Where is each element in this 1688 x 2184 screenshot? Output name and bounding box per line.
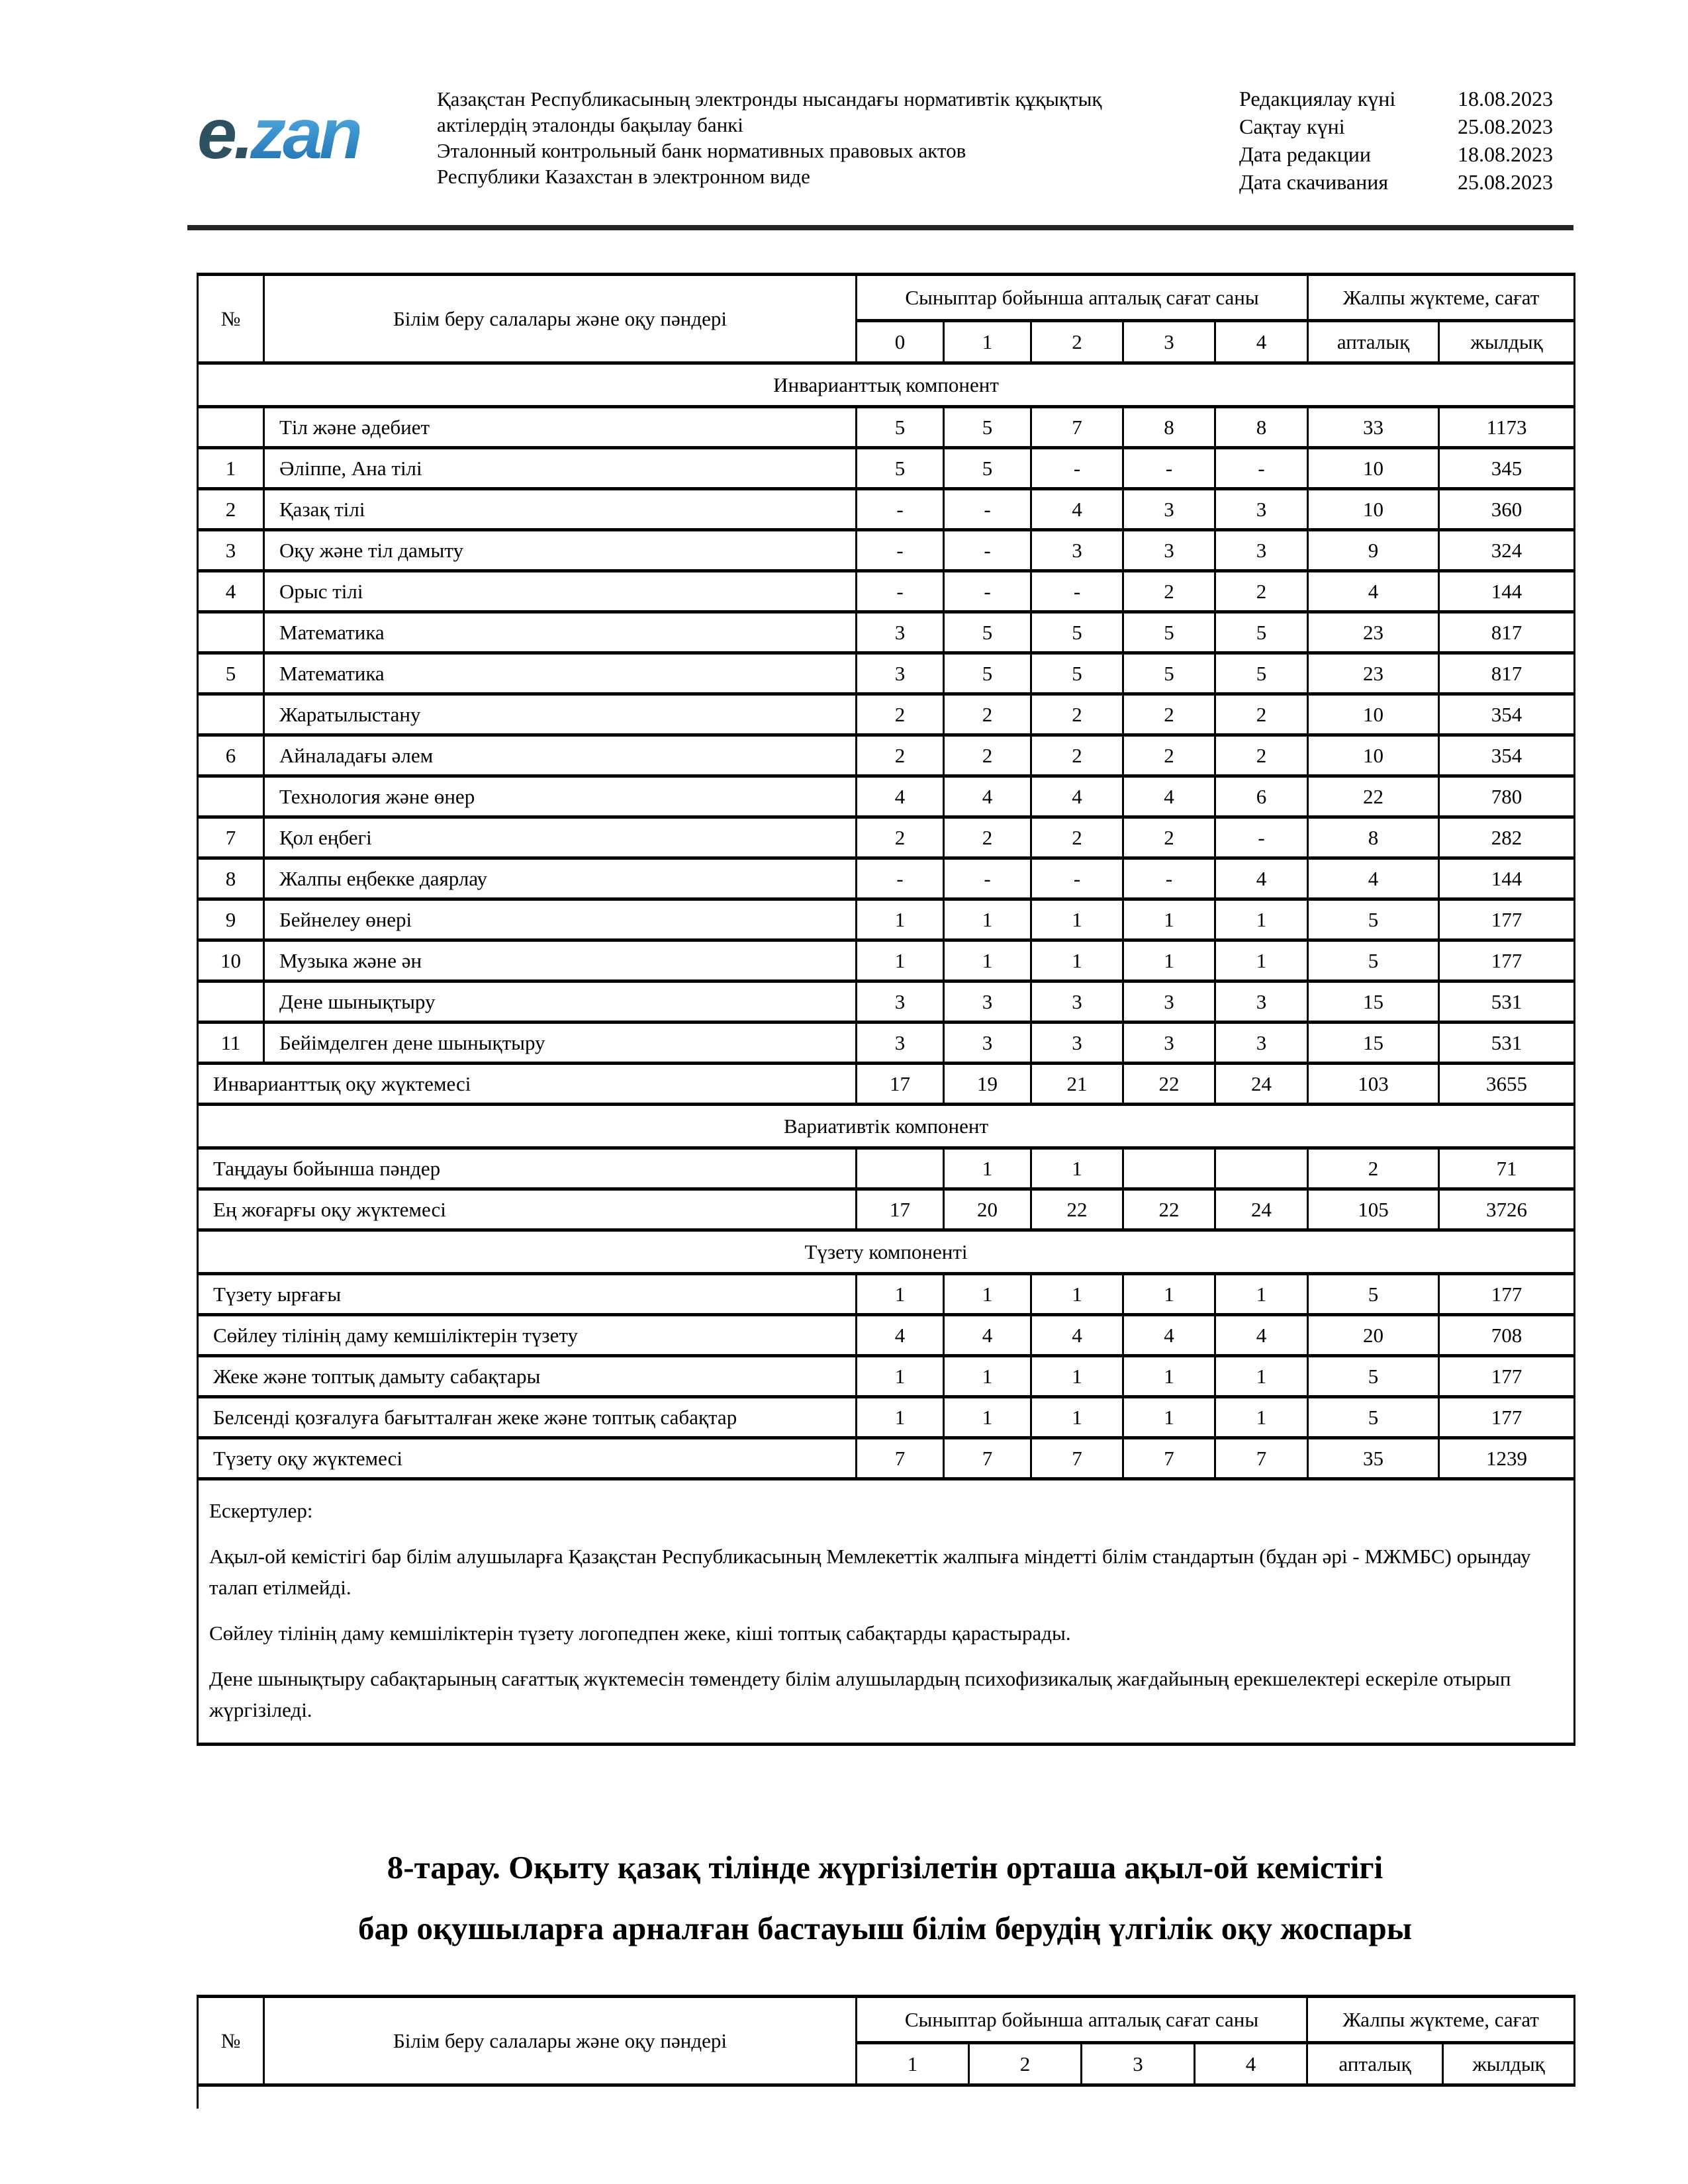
- curriculum-table-grades-1-4: [197, 1995, 1575, 2087]
- col-header-class: 4: [1215, 321, 1308, 363]
- table-cell: 1: [1215, 940, 1308, 981]
- org-line: Республики Казахстан в электронном виде: [437, 165, 810, 188]
- table-cell: 9: [198, 899, 264, 940]
- table-cell: 1: [1123, 940, 1215, 981]
- table-cell: 9: [1308, 530, 1439, 571]
- table-cell: 5: [1031, 653, 1123, 694]
- table-cell: Сөйлеу тілінің даму кемшіліктерін түзету: [198, 1315, 857, 1356]
- table-cell: 4: [1308, 571, 1439, 612]
- table-cell: -: [1031, 448, 1123, 489]
- table-cell: 5: [1123, 612, 1215, 653]
- table-cell: 531: [1439, 981, 1575, 1023]
- table-cell: 10: [1308, 735, 1439, 776]
- note-paragraph: Ақыл-ой кемістігі бар білім алушыларға Қазақстан Республикасының Мемлекеттік жалпыға міндетті білім стандартын (бұдан әрі - МЖМБС) орындау талап етілмейді.: [209, 1545, 1531, 1599]
- col-header-subject: Білім беру салалары және оқу пәндері: [264, 275, 857, 363]
- table-cell: Әліппе, Ана тілі: [264, 448, 857, 489]
- table-cell: 6: [1215, 776, 1308, 817]
- table-cell: Түзету ырғағы: [198, 1274, 857, 1315]
- table-cell: 3: [198, 530, 264, 571]
- table-cell: 4: [857, 776, 944, 817]
- table-cell: 3: [1031, 530, 1123, 571]
- table-cell: 1: [1031, 899, 1123, 940]
- table-cell: -: [857, 530, 944, 571]
- header-divider: [187, 225, 1573, 230]
- table-cell: 15: [1308, 1023, 1439, 1064]
- table-cell: 15: [1308, 981, 1439, 1023]
- ezan-logo: [197, 93, 360, 173]
- table-cell: [198, 612, 264, 653]
- table-cell: Математика: [264, 653, 857, 694]
- clipped-row-left-border: [197, 2087, 199, 2109]
- table-cell: 177: [1439, 899, 1575, 940]
- table-cell: 1: [198, 448, 264, 489]
- col-header-num: №: [198, 1997, 264, 2085]
- table-cell: 4: [944, 776, 1031, 817]
- table-cell: 1: [1123, 1356, 1215, 1397]
- table-cell: 817: [1439, 612, 1575, 653]
- table-cell: Жалпы еңбекке даярлау: [264, 858, 857, 899]
- col-header-weekly: апталық: [1307, 2043, 1443, 2085]
- table-row: [198, 981, 1575, 1023]
- org-line: актілердің эталонды бақылау банкі: [437, 113, 743, 136]
- table-cell: 5: [944, 653, 1031, 694]
- table-cell: 6: [198, 735, 264, 776]
- table-cell: 2: [944, 735, 1031, 776]
- table-cell: 5: [1308, 1397, 1439, 1438]
- table-cell: 817: [1439, 653, 1575, 694]
- chapter-heading: [197, 1837, 1573, 1959]
- table-cell: 4: [1308, 858, 1439, 899]
- table-cell: Қол еңбегі: [264, 817, 857, 858]
- table-cell: 144: [1439, 571, 1575, 612]
- table-cell: 4: [1031, 1315, 1123, 1356]
- summary-row: [198, 1397, 1575, 1438]
- table-cell: 23: [1308, 612, 1439, 653]
- table-cell: 3: [1031, 1023, 1123, 1064]
- summary-row: [198, 1148, 1575, 1189]
- table-row: [198, 776, 1575, 817]
- summary-row: [198, 1438, 1575, 1479]
- col-header-class: 1: [944, 321, 1031, 363]
- table-cell: 354: [1439, 694, 1575, 735]
- table-cell: 3: [857, 653, 944, 694]
- table-cell: 8: [1215, 407, 1308, 448]
- table-cell: 2: [857, 735, 944, 776]
- table-cell: -: [1031, 571, 1123, 612]
- table-cell: Музыка және ән: [264, 940, 857, 981]
- table-cell: 3: [944, 981, 1031, 1023]
- table-cell: 7: [1031, 407, 1123, 448]
- table-cell: 5: [1308, 1356, 1439, 1397]
- table-cell: 8: [1308, 817, 1439, 858]
- table-cell: 5: [944, 612, 1031, 653]
- table-cell: 3: [1215, 530, 1308, 571]
- col-header-total-span: Жалпы жүктеме, сағат: [1308, 275, 1575, 321]
- table-cell: 1: [857, 1274, 944, 1315]
- table-cell: 4: [857, 1315, 944, 1356]
- table-cell: 1173: [1439, 407, 1575, 448]
- table-cell: 324: [1439, 530, 1575, 571]
- table-row: [198, 407, 1575, 448]
- table-cell: 5: [1215, 653, 1308, 694]
- table-header-row: [198, 1997, 1575, 2043]
- table-cell: Қазақ тілі: [264, 489, 857, 530]
- table-cell: 1: [1031, 1148, 1123, 1189]
- table-cell: [198, 407, 264, 448]
- table-cell: [1215, 1148, 1308, 1189]
- table-cell: 531: [1439, 1023, 1575, 1064]
- table-cell: Тіл және әдебиет: [264, 407, 857, 448]
- ezan-logo-e: e.: [197, 93, 251, 173]
- summary-row: [198, 1356, 1575, 1397]
- table-cell: 1: [1215, 1274, 1308, 1315]
- table-cell: 3726: [1439, 1189, 1575, 1230]
- table-cell: 2: [198, 489, 264, 530]
- table-cell: 2: [1215, 735, 1308, 776]
- table-cell: 7: [1031, 1438, 1123, 1479]
- table-cell: 2: [1215, 571, 1308, 612]
- summary-row: [198, 1064, 1575, 1105]
- note-paragraph: Сөйлеу тілінің даму кемшіліктерін түзету логопедпен жеке, кіші топтық сабақтарды қарастырады.: [209, 1621, 1071, 1645]
- table-cell: [1123, 1148, 1215, 1189]
- table-cell: 177: [1439, 1397, 1575, 1438]
- table-row: [198, 940, 1575, 981]
- table-cell: 2: [1031, 817, 1123, 858]
- ezan-logo-zan: zan: [250, 93, 360, 173]
- table-cell: 17: [857, 1064, 944, 1105]
- table-row: [198, 817, 1575, 858]
- table-cell: 3: [857, 981, 944, 1023]
- table-cell: 23: [1308, 653, 1439, 694]
- table-cell: 4: [1215, 858, 1308, 899]
- table-cell: 1: [1031, 1356, 1123, 1397]
- table-cell: 354: [1439, 735, 1575, 776]
- org-description: [437, 86, 1205, 189]
- table-row: [198, 448, 1575, 489]
- summary-row: [198, 1189, 1575, 1230]
- table-cell: Айналадағы әлем: [264, 735, 857, 776]
- table-cell: 5: [1215, 612, 1308, 653]
- table-cell: 2: [1123, 735, 1215, 776]
- document-dates: [1239, 85, 1557, 196]
- table-cell: 3: [1123, 981, 1215, 1023]
- table-cell: 2: [1123, 694, 1215, 735]
- chapter-heading-line: 8-тарау. Оқыту қазақ тілінде жүргізілетін орташа ақыл-ой кемістігі: [387, 1849, 1383, 1886]
- table-row: [198, 694, 1575, 735]
- table-cell: 22: [1031, 1189, 1123, 1230]
- table-cell: 7: [1123, 1438, 1215, 1479]
- table-cell: Бейнелеу өнері: [264, 899, 857, 940]
- table-row: [198, 571, 1575, 612]
- col-header-yearly: жылдық: [1439, 321, 1575, 363]
- col-header-weekly-span: Сыныптар бойынша апталық сағат саны: [857, 275, 1308, 321]
- table-cell: 8: [1123, 407, 1215, 448]
- table-cell: Таңдауы бойынша пәндер: [198, 1148, 857, 1189]
- table-cell: 20: [1308, 1315, 1439, 1356]
- table-row: [198, 653, 1575, 694]
- table-cell: 2: [944, 817, 1031, 858]
- section-label: Вариативтік компонент: [198, 1105, 1575, 1148]
- table-cell: 5: [857, 407, 944, 448]
- table-cell: -: [944, 858, 1031, 899]
- table-notes: [198, 1479, 1575, 1745]
- table-cell: 2: [857, 817, 944, 858]
- table-cell: 1: [1123, 899, 1215, 940]
- table-cell: Ең жоғарғы оқу жүктемесі: [198, 1189, 857, 1230]
- date-value: 18.08.2023: [1458, 142, 1553, 166]
- table-cell: 5: [1031, 612, 1123, 653]
- note-paragraph: Ескертулер:: [209, 1499, 313, 1522]
- table-cell: 5: [1308, 899, 1439, 940]
- table-row: [198, 858, 1575, 899]
- table-cell: [198, 694, 264, 735]
- table-cell: 1: [857, 899, 944, 940]
- table-cell: 22: [1123, 1189, 1215, 1230]
- summary-row: [198, 1274, 1575, 1315]
- table-cell: -: [857, 571, 944, 612]
- table-cell: 8: [198, 858, 264, 899]
- table-cell: 4: [1123, 776, 1215, 817]
- table-cell: 3: [1215, 981, 1308, 1023]
- table-cell: 3: [1123, 1023, 1215, 1064]
- table-cell: 177: [1439, 940, 1575, 981]
- table-cell: 3: [944, 1023, 1031, 1064]
- table-cell: Орыс тілі: [264, 571, 857, 612]
- table-cell: Белсенді қозғалуға бағытталған жеке және топтық сабақтар: [198, 1397, 857, 1438]
- col-header-class: 2: [969, 2043, 1082, 2085]
- org-line: Қазақстан Республикасының электронды нысандағы нормативтік құқықтық: [437, 87, 1102, 111]
- table-cell: 21: [1031, 1064, 1123, 1105]
- table-cell: Математика: [264, 612, 857, 653]
- table-cell: 10: [1308, 489, 1439, 530]
- col-header-weekly: апталық: [1308, 321, 1439, 363]
- table-cell: 1: [1123, 1397, 1215, 1438]
- table-cell: Дене шынықтыру: [264, 981, 857, 1023]
- date-label: Дата редакции: [1239, 142, 1371, 166]
- table-cell: 5: [198, 653, 264, 694]
- table-cell: [198, 776, 264, 817]
- table-cell: 2: [857, 694, 944, 735]
- table-row: [198, 489, 1575, 530]
- section-label: Түзету компоненті: [198, 1230, 1575, 1274]
- table-cell: 22: [1123, 1064, 1215, 1105]
- table-cell: -: [1123, 858, 1215, 899]
- table-cell: 3: [1123, 489, 1215, 530]
- col-header-total-span: Жалпы жүктеме, сағат: [1307, 1997, 1575, 2043]
- table-row: [198, 530, 1575, 571]
- section-row: [198, 1230, 1575, 1274]
- table-cell: 1: [1215, 1397, 1308, 1438]
- table-cell: 2: [1123, 817, 1215, 858]
- table-cell: -: [857, 858, 944, 899]
- table-cell: 780: [1439, 776, 1575, 817]
- table-cell: 5: [1308, 940, 1439, 981]
- table-cell: 7: [198, 817, 264, 858]
- table-cell: 103: [1308, 1064, 1439, 1105]
- table-cell: 1: [944, 940, 1031, 981]
- col-header-class: 0: [857, 321, 944, 363]
- section-label: Инварианттық компонент: [198, 363, 1575, 407]
- table-cell: 5: [1123, 653, 1215, 694]
- col-header-class: 2: [1031, 321, 1123, 363]
- table-cell: -: [1215, 817, 1308, 858]
- table-row: [198, 899, 1575, 940]
- table-cell: [198, 981, 264, 1023]
- date-row: [1239, 168, 1557, 196]
- table-cell: 1: [857, 1356, 944, 1397]
- table-cell: 24: [1215, 1189, 1308, 1230]
- table-cell: 19: [944, 1064, 1031, 1105]
- table-cell: 1: [1215, 1356, 1308, 1397]
- table-cell: 7: [944, 1438, 1031, 1479]
- table-cell: 2: [1031, 694, 1123, 735]
- date-row: [1239, 85, 1557, 113]
- table-cell: -: [857, 489, 944, 530]
- table-row: [198, 735, 1575, 776]
- table-cell: 5: [1308, 1274, 1439, 1315]
- table-cell: 4: [1031, 489, 1123, 530]
- table-cell: 1239: [1439, 1438, 1575, 1479]
- table-cell: 3: [1215, 489, 1308, 530]
- date-label: Сақтау күні: [1239, 114, 1345, 138]
- table-cell: 4: [944, 1315, 1031, 1356]
- table-cell: 17: [857, 1189, 944, 1230]
- table-cell: 4: [1123, 1315, 1215, 1356]
- table-cell: 2: [1031, 735, 1123, 776]
- table-cell: 11: [198, 1023, 264, 1064]
- table-cell: 33: [1308, 407, 1439, 448]
- table-cell: 105: [1308, 1189, 1439, 1230]
- table-cell: 1: [1215, 899, 1308, 940]
- col-header-weekly-span: Сыныптар бойынша апталық сағат саны: [857, 1997, 1307, 2043]
- section-row: [198, 363, 1575, 407]
- org-line: Эталонный контрольный банк нормативных правовых актов: [437, 139, 966, 162]
- table-cell: Инварианттық оқу жүктемесі: [198, 1064, 857, 1105]
- table-cell: 177: [1439, 1274, 1575, 1315]
- table-cell: 4: [198, 571, 264, 612]
- page-header: [0, 0, 1688, 225]
- table-cell: 1: [944, 1397, 1031, 1438]
- section-row: [198, 1105, 1575, 1148]
- table-cell: 3: [1215, 1023, 1308, 1064]
- table-cell: 144: [1439, 858, 1575, 899]
- col-header-class: 3: [1082, 2043, 1195, 2085]
- table-cell: 35: [1308, 1438, 1439, 1479]
- col-header-class: 3: [1123, 321, 1215, 363]
- table-cell: -: [944, 489, 1031, 530]
- table-cell: 7: [857, 1438, 944, 1479]
- table-cell: 3: [857, 1023, 944, 1064]
- table-cell: 708: [1439, 1315, 1575, 1356]
- table-cell: 360: [1439, 489, 1575, 530]
- table-cell: 1: [1031, 1274, 1123, 1315]
- table-cell: 282: [1439, 817, 1575, 858]
- table-cell: 1: [944, 1356, 1031, 1397]
- table-cell: 4: [1215, 1315, 1308, 1356]
- table-cell: 71: [1439, 1148, 1575, 1189]
- col-header-class: 1: [857, 2043, 969, 2085]
- table-cell: 1: [944, 899, 1031, 940]
- table-row: [198, 1023, 1575, 1064]
- notes-row: [198, 1479, 1575, 1745]
- table-cell: 5: [857, 448, 944, 489]
- table-cell: Технология және өнер: [264, 776, 857, 817]
- table-cell: 1: [944, 1148, 1031, 1189]
- date-label: Дата скачивания: [1239, 170, 1389, 194]
- summary-row: [198, 1315, 1575, 1356]
- table-cell: 1: [1031, 1397, 1123, 1438]
- table-cell: 2: [944, 694, 1031, 735]
- table-cell: 10: [1308, 694, 1439, 735]
- table-cell: -: [944, 530, 1031, 571]
- table-cell: Жаратылыстану: [264, 694, 857, 735]
- table-cell: 345: [1439, 448, 1575, 489]
- col-header-subject: Білім беру салалары және оқу пәндері: [264, 1997, 857, 2085]
- table-cell: 3: [1123, 530, 1215, 571]
- table-cell: 10: [198, 940, 264, 981]
- table-cell: Бейімделген дене шынықтыру: [264, 1023, 857, 1064]
- table-cell: -: [1123, 448, 1215, 489]
- col-header-class: 4: [1195, 2043, 1307, 2085]
- curriculum-table-grades-0-4: [197, 273, 1575, 1746]
- col-header-yearly: жылдық: [1443, 2043, 1575, 2085]
- table-cell: -: [1215, 448, 1308, 489]
- table-cell: -: [944, 571, 1031, 612]
- table-cell: 2: [1308, 1148, 1439, 1189]
- table-cell: 22: [1308, 776, 1439, 817]
- date-label: Редакциялау күні: [1239, 87, 1396, 111]
- table-cell: 5: [944, 407, 1031, 448]
- table-cell: 2: [1123, 571, 1215, 612]
- note-paragraph: Дене шынықтыру сабақтарының сағаттық жүктемесін төмендету білім алушылардың психофизикалық жағдайының ерекшелектері ескеріле отырып жүргізіледі.: [209, 1667, 1511, 1721]
- table-cell: 1: [857, 1397, 944, 1438]
- date-value: 25.08.2023: [1458, 114, 1553, 138]
- table-cell: 20: [944, 1189, 1031, 1230]
- table-cell: 4: [1031, 776, 1123, 817]
- date-value: 25.08.2023: [1458, 170, 1553, 194]
- table-cell: 3655: [1439, 1064, 1575, 1105]
- table-cell: 3: [857, 612, 944, 653]
- table-cell: 1: [944, 1274, 1031, 1315]
- table-cell: Жеке және топтық дамыту сабақтары: [198, 1356, 857, 1397]
- date-value: 18.08.2023: [1458, 87, 1553, 111]
- table-row: [198, 612, 1575, 653]
- table-cell: 2: [1215, 694, 1308, 735]
- date-row: [1239, 113, 1557, 140]
- table-cell: 3: [1031, 981, 1123, 1023]
- date-row: [1239, 140, 1557, 168]
- table-cell: Оқу және тіл дамыту: [264, 530, 857, 571]
- table-cell: 5: [944, 448, 1031, 489]
- table-cell: 10: [1308, 448, 1439, 489]
- table-cell: 1: [1031, 940, 1123, 981]
- table-header-row: [198, 275, 1575, 321]
- table-cell: Түзету оқу жүктемесі: [198, 1438, 857, 1479]
- chapter-heading-line: бар оқушыларға арналған бастауыш білім берудің үлгілік оқу жоспары: [357, 1910, 1413, 1946]
- table-cell: 1: [857, 940, 944, 981]
- table-cell: -: [1031, 858, 1123, 899]
- table-cell: 1: [1123, 1274, 1215, 1315]
- col-header-num: №: [198, 275, 264, 363]
- table-cell: 7: [1215, 1438, 1308, 1479]
- table-cell: 24: [1215, 1064, 1308, 1105]
- table-cell: [857, 1148, 944, 1189]
- table-cell: 177: [1439, 1356, 1575, 1397]
